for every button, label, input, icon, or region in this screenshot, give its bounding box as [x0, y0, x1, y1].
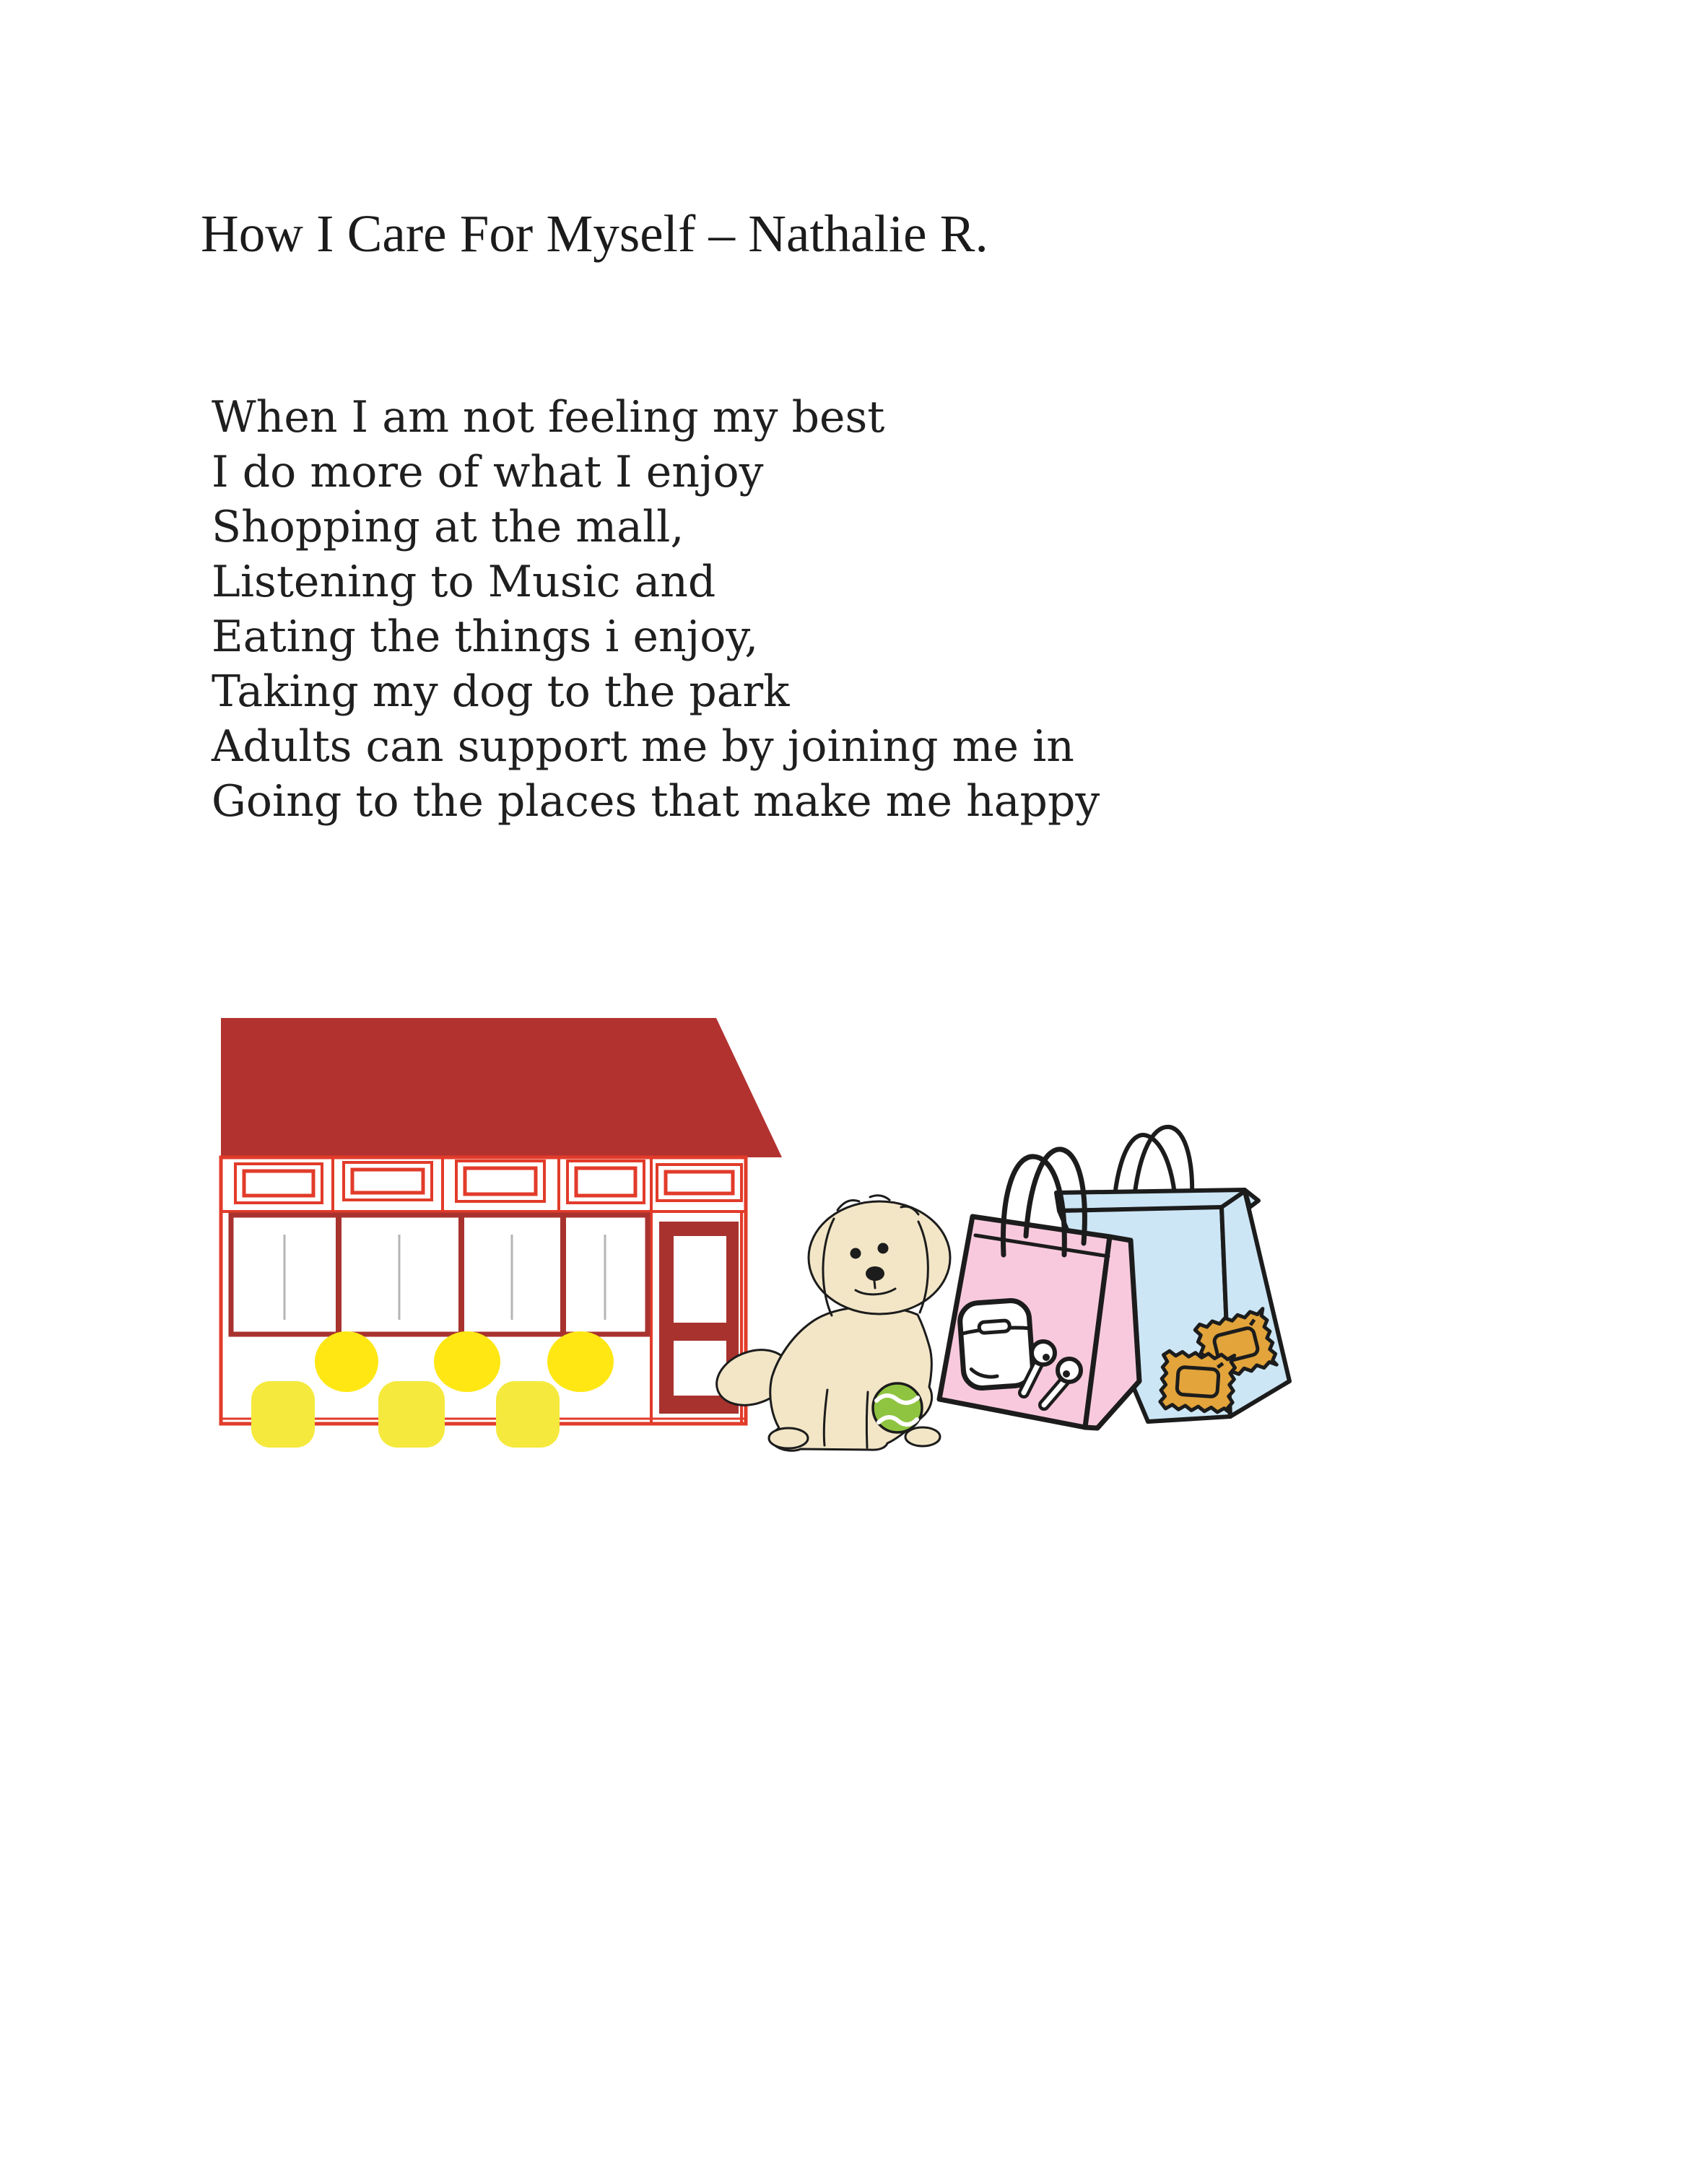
- tennis-ball: [873, 1383, 922, 1432]
- dog-front-leg-line: [866, 1392, 868, 1448]
- bush: [496, 1381, 560, 1448]
- dog-eye: [850, 1248, 861, 1259]
- clerestory-windows: [235, 1161, 741, 1203]
- poem-line: I do more of what I enjoy: [212, 447, 764, 497]
- bush: [547, 1331, 614, 1392]
- bush: [434, 1331, 500, 1392]
- dog-eye: [878, 1243, 889, 1254]
- page-title: How I Care For Myself – Nathalie R.: [201, 204, 988, 263]
- poem-line: Adults can support me by joining me in: [212, 721, 1074, 772]
- dog-front-paw: [769, 1428, 808, 1448]
- poem-line: Going to the places that make me happy: [212, 776, 1100, 827]
- display-windows: [231, 1215, 648, 1334]
- poem-line: Eating the things i enjoy,: [212, 612, 759, 662]
- poem-block: [212, 390, 1100, 829]
- storefront-building: [221, 1018, 782, 1448]
- dog-hind-paw: [905, 1427, 940, 1446]
- bush: [251, 1381, 315, 1448]
- dog-fur-curl: [870, 1196, 889, 1200]
- clipart-illustration: [202, 996, 1300, 1458]
- poem-line: When I am not feeling my best: [212, 392, 885, 443]
- poem-line: Listening to Music and: [212, 557, 716, 607]
- pastry: [1160, 1351, 1235, 1414]
- airpods-case-icon: [959, 1300, 1034, 1389]
- dog-nose: [866, 1266, 884, 1281]
- bush: [378, 1381, 445, 1448]
- dog-head: [809, 1201, 950, 1314]
- poem-line: Taking my dog to the park: [212, 666, 790, 717]
- poem-line: Shopping at the mall,: [212, 502, 684, 552]
- roof: [221, 1018, 782, 1157]
- dog-mouth: [874, 1281, 875, 1288]
- bush: [315, 1331, 378, 1392]
